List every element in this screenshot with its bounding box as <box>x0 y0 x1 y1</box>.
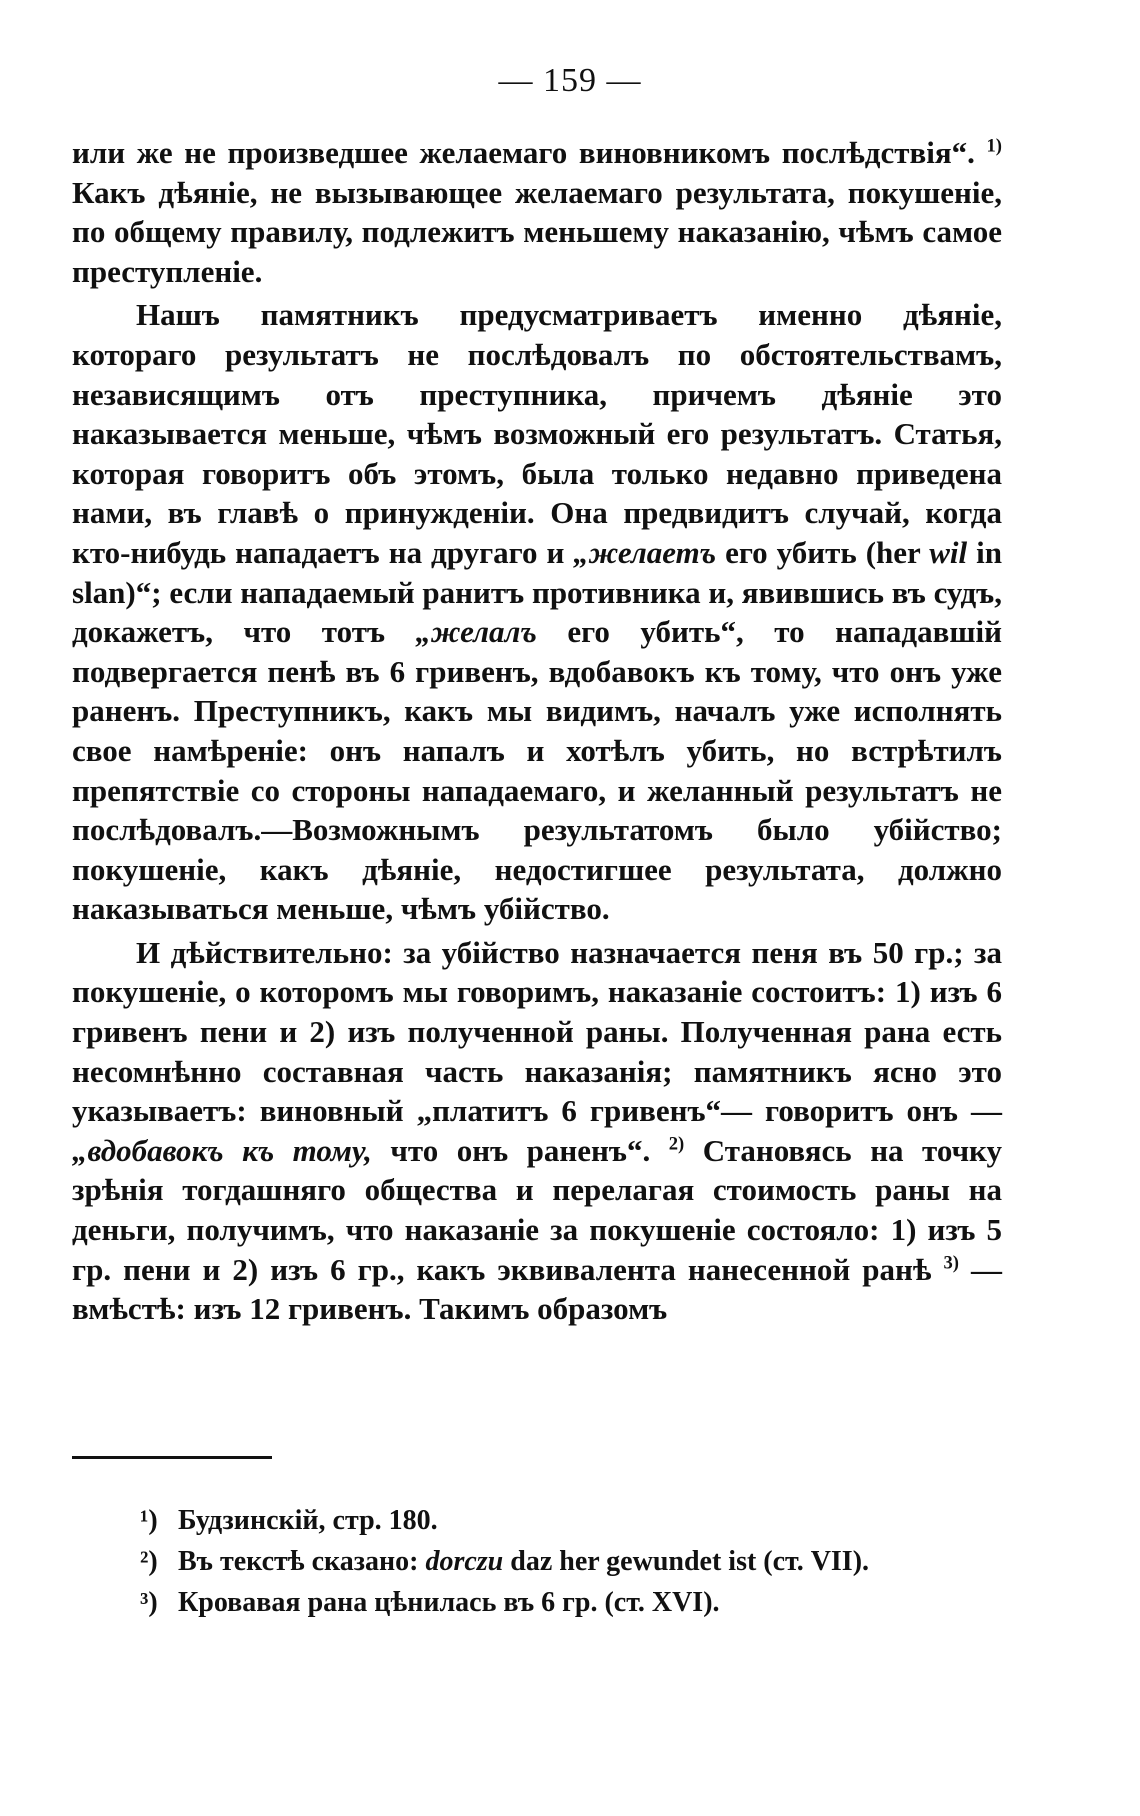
text-run: или же не произведшее желаемаго виновникомъ послѣдствія“. <box>72 135 987 170</box>
footnote-ref-3: 3) <box>943 1252 959 1274</box>
footnote-text: Кровавая рана цѣнилась въ 6 гр. (ст. XVI). <box>178 1587 720 1618</box>
footnote-mark: ²) <box>140 1546 158 1577</box>
footnotes <box>140 1500 1010 1623</box>
paragraph-2 <box>72 295 1002 929</box>
footnote-text: daz her gewundet ist (ст. VII). <box>503 1546 870 1577</box>
page-number: — 159 — <box>498 62 642 99</box>
footnote-mark: ¹) <box>140 1505 158 1536</box>
text-run: — вмѣстѣ: изъ 12 гривенъ. Такимъ образомъ <box>72 1251 1002 1327</box>
italic-quote: „вдобавокъ къ тому, <box>72 1132 372 1168</box>
footnote-3 <box>140 1582 1010 1623</box>
italic-quote: „желалъ <box>415 614 537 650</box>
main-text <box>72 133 1002 1333</box>
footnote-divider <box>72 1456 272 1459</box>
paragraph-1 <box>72 133 1002 291</box>
text-run: Нашъ памятникъ предусматриваетъ именно дѣяніе, котораго результатъ не послѣдовалъ по обстоятельствамъ, независящимъ отъ преступника, причемъ дѣяніе это наказывается меньше, чѣмъ возможный его результатъ. Статья, которая говоритъ объ этомъ, была только недавно приведена нами, въ главѣ о принужденіи. Она предвидитъ случай, когда кто-нибудь нападаетъ на другаго и <box>72 297 1002 570</box>
text-run: что онъ раненъ“. <box>371 1132 669 1168</box>
footnote-text: Въ текстѣ сказано: <box>178 1546 426 1577</box>
text-run: И дѣйствительно: за убійство назначается пеня въ 50 гр.; за покушеніе, о которомъ мы говоримъ, наказаніе состоитъ: 1) изъ 6 гривенъ пени и 2) изъ полученной раны. Полученная рана есть несомнѣнно составная часть наказанія; памятникъ ясно это указываетъ: виновный „платитъ 6 гривенъ“— говоритъ онъ — <box>72 934 1002 1129</box>
paragraph-3 <box>72 933 1002 1329</box>
text-run: in slan)“; если нападаемый ранитъ противника и, явившись въ судъ, докажетъ, что тотъ <box>72 534 1002 650</box>
footnote-ref-1: 1) <box>986 135 1002 157</box>
italic-word: wil <box>929 534 968 570</box>
footnote-text: Будзинскій, стр. 180. <box>178 1505 438 1536</box>
footnote-ref-2: 2) <box>668 1133 685 1155</box>
footnote-2 <box>140 1541 1010 1582</box>
footnote-mark: ³) <box>140 1587 158 1618</box>
text-run: Становясь на точку зрѣнія тогдашняго общества и перелагая стоимость раны на деньги, получимъ, что наказаніе за покушеніе состояло: 1) изъ 5 гр. пени и 2) изъ 6 гр., какъ эквивалента нанесенной ранѣ <box>72 1132 1002 1287</box>
text-run: его убить (her <box>716 534 930 570</box>
text-run: его убить“, то нападавшій подвергается пенѣ въ 6 гривенъ, вдобавокъ къ тому, что онъ уже раненъ. Преступникъ, какъ мы видимъ, началъ уже исполнять свое намѣреніе: онъ напалъ и хотѣлъ убить, но встрѣтилъ препятствіе со стороны нападаемаго, и желанный результатъ не послѣдовалъ.—Возможнымъ результатомъ было убійство; покушеніе, какъ дѣяніе, недостигшее результата, должно наказываться меньше, чѣмъ убійство. <box>72 614 1002 927</box>
italic-quote: „желаетъ <box>573 534 717 570</box>
footnote-italic-word: dorczu <box>425 1546 504 1577</box>
text-run: Какъ дѣяніе, не вызывающее желаемаго результата, покушеніе, по общему правилу, подлежитъ меньшему наказанію, чѣмъ самое преступленіе. <box>72 174 1002 289</box>
footnote-1 <box>140 1500 1010 1541</box>
